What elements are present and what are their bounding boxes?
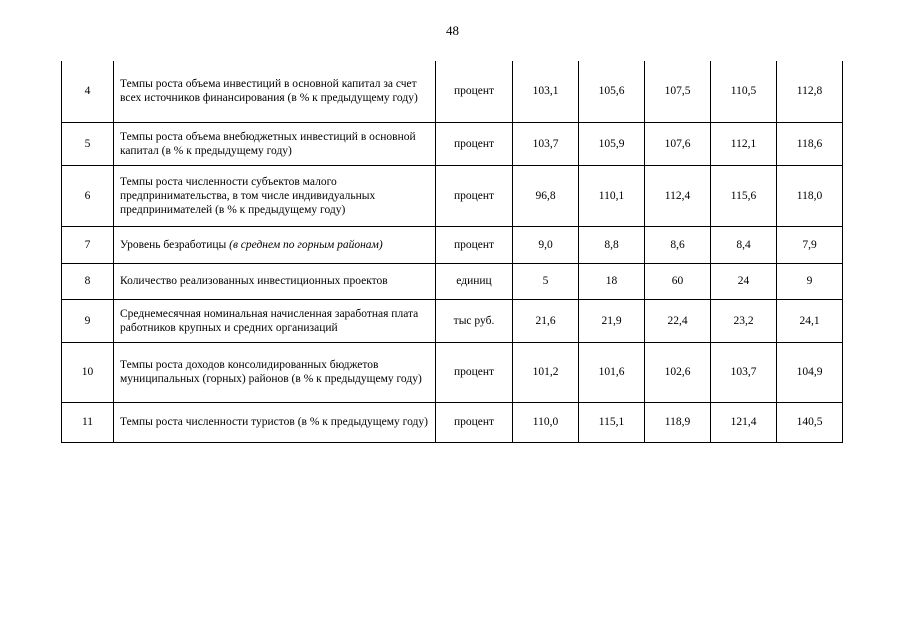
- row-number: 10: [62, 342, 114, 402]
- value-cell: 101,6: [579, 342, 645, 402]
- value-cell: 118,9: [645, 402, 711, 442]
- row-number: 4: [62, 61, 114, 122]
- value-cell: 9: [777, 263, 843, 299]
- unit-cell: процент: [436, 61, 513, 122]
- indicators-table: [61, 61, 843, 443]
- row-number: 9: [62, 299, 114, 342]
- value-cell: 103,1: [513, 61, 579, 122]
- value-cell: 23,2: [711, 299, 777, 342]
- value-cell: 105,6: [579, 61, 645, 122]
- value-cell: 7,9: [777, 226, 843, 263]
- table-row: [62, 402, 843, 442]
- row-number: 7: [62, 226, 114, 263]
- value-cell: 101,2: [513, 342, 579, 402]
- indicator-name: Темпы роста объема инвестиций в основной капитал за счет всех источников финансирования (в % к предыдущему году): [114, 61, 436, 122]
- value-cell: 21,9: [579, 299, 645, 342]
- value-cell: 104,9: [777, 342, 843, 402]
- value-cell: 8,4: [711, 226, 777, 263]
- value-cell: 118,0: [777, 165, 843, 226]
- indicator-name: Уровень безработицы (в среднем по горным районам): [114, 226, 436, 263]
- value-cell: 24,1: [777, 299, 843, 342]
- value-cell: 140,5: [777, 402, 843, 442]
- row-number: 6: [62, 165, 114, 226]
- value-cell: 21,6: [513, 299, 579, 342]
- table-row: [62, 299, 843, 342]
- value-cell: 110,5: [711, 61, 777, 122]
- value-cell: 60: [645, 263, 711, 299]
- table-row: [62, 122, 843, 165]
- unit-cell: тыс руб.: [436, 299, 513, 342]
- indicator-name: Среднемесячная номинальная начисленная заработная плата работников крупных и средних организаций: [114, 299, 436, 342]
- value-cell: 112,8: [777, 61, 843, 122]
- value-cell: 112,1: [711, 122, 777, 165]
- value-cell: 107,6: [645, 122, 711, 165]
- indicator-name: Количество реализованных инвестиционных проектов: [114, 263, 436, 299]
- value-cell: 121,4: [711, 402, 777, 442]
- unit-cell: процент: [436, 122, 513, 165]
- value-cell: 107,5: [645, 61, 711, 122]
- value-cell: 115,1: [579, 402, 645, 442]
- value-cell: 110,1: [579, 165, 645, 226]
- indicator-name: Темпы роста численности туристов (в % к предыдущему году): [114, 402, 436, 442]
- value-cell: 96,8: [513, 165, 579, 226]
- value-cell: 110,0: [513, 402, 579, 442]
- value-cell: 18: [579, 263, 645, 299]
- value-cell: 105,9: [579, 122, 645, 165]
- value-cell: 103,7: [513, 122, 579, 165]
- value-cell: 24: [711, 263, 777, 299]
- table-row: [62, 165, 843, 226]
- row-number: 11: [62, 402, 114, 442]
- table-row: [62, 342, 843, 402]
- value-cell: 115,6: [711, 165, 777, 226]
- indicator-name: Темпы роста численности субъектов малого предпринимательства, в том числе индивидуальных предпринимателей (в % к предыдущему году): [114, 165, 436, 226]
- row-number: 5: [62, 122, 114, 165]
- unit-cell: процент: [436, 402, 513, 442]
- page-number: 48: [446, 23, 459, 38]
- row-number: 8: [62, 263, 114, 299]
- value-cell: 118,6: [777, 122, 843, 165]
- unit-cell: процент: [436, 226, 513, 263]
- value-cell: 8,8: [579, 226, 645, 263]
- value-cell: 9,0: [513, 226, 579, 263]
- value-cell: 22,4: [645, 299, 711, 342]
- value-cell: 8,6: [645, 226, 711, 263]
- value-cell: 102,6: [645, 342, 711, 402]
- unit-cell: единиц: [436, 263, 513, 299]
- value-cell: 5: [513, 263, 579, 299]
- value-cell: 103,7: [711, 342, 777, 402]
- table-row: [62, 226, 843, 263]
- indicator-name: Темпы роста объема внебюджетных инвестиций в основной капитал (в % к предыдущему году): [114, 122, 436, 165]
- table-row: [62, 263, 843, 299]
- value-cell: 112,4: [645, 165, 711, 226]
- table-row: [62, 61, 843, 122]
- unit-cell: процент: [436, 165, 513, 226]
- indicator-name: Темпы роста доходов консолидированных бюджетов муниципальных (горных) районов (в % к предыдущему году): [114, 342, 436, 402]
- unit-cell: процент: [436, 342, 513, 402]
